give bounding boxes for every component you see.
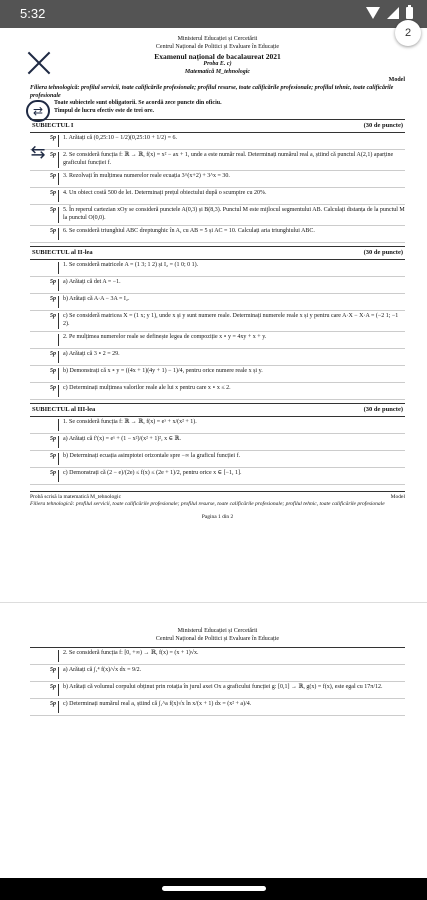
section-1-points: (30 de puncte) (363, 121, 403, 129)
problem-row (30, 648, 405, 665)
status-time: 5:32 (20, 6, 46, 21)
problem-text: c) Determinați numărul real a, știind că ∫₁^a f(x)√x ln x/(x + 1) dx = (x² + a)/4. (63, 700, 252, 707)
footer-model: Model (390, 494, 405, 501)
problem-points (30, 334, 59, 346)
problem-points: 5p (30, 279, 59, 291)
navigation-bar (0, 878, 427, 900)
problem-row (30, 332, 405, 349)
problem-text: 1. Se consideră matricele A = (1 3; 1 2) și I₂ = (1 0; 0 1). (63, 261, 199, 268)
problem-points: 5p (30, 436, 59, 448)
doc-header-center: Centrul Național de Politici și Evaluare în Educație (155, 635, 280, 642)
battery-icon (406, 7, 413, 19)
problem-text: c) Demonstrați că (2 − e)/(2e) ≤ f(x) ≤ (2e + 1)/2, pentru orice x ∈ [−1, 1]. (63, 470, 242, 477)
problem-text: c) Se consideră matricea X = (1 x; y 1), unde x și y sunt numere reale. Determinați numerele reale x și y pentru care A·X − X·A = (−2 1; −1 2). (63, 312, 399, 327)
problem-text: 5. În reperul cartezian xOy se consideră punctele A(0,3) și B(8,3). Punctul M este mijlocul segmentului AB. Calculați distanța de la punctul M la punctul O(0,0). (63, 206, 405, 221)
problem-text: b) Arătați că volumul corpului obținut prin rotația în jurul axei Ox a graficului funcției g: [0,1] → ℝ, g(x) = f(x), este egal cu 17π/12. (63, 683, 383, 690)
problem-text: 6. Se consideră triunghiul ABC dreptunghic în A, cu AB = 5 și AC = 10. Calculați aria triunghiului ABC. (63, 227, 315, 234)
problem-points: 5p (30, 368, 59, 380)
problem-row (30, 349, 405, 366)
problem-row (30, 682, 405, 699)
problem-text: 2. Se consideră funcția f: ℝ → ℝ, f(x) = x² − ax + 1, unde a este număr real. Determinați numărul real a, știind că punctul A(2,1) aparține graficului funcției f. (63, 152, 394, 167)
problem-text: 4. Un obiect costă 500 de lei. Determinați prețul obiectului după o scumpire cu 20%. (63, 189, 267, 196)
problem-text: c) Determinați mulțimea valorilor reale ale lui x pentru care x ∘ x ≤ 2. (63, 384, 231, 391)
wifi-icon (366, 7, 380, 19)
problem-points: 5p (30, 173, 59, 185)
problem-points: 5p (30, 453, 59, 465)
section-3-title: SUBIECTUL al III-lea (32, 405, 96, 413)
problem-row (30, 150, 405, 171)
page-separator (0, 602, 427, 603)
problem-points: 5p (30, 313, 59, 329)
problem-text: 3. Rezolvați în mulțimea numerelor reale ecuația 3^(x+2) + 3^x = 30. (63, 172, 230, 179)
problem-points (30, 419, 59, 431)
problem-row (30, 434, 405, 451)
section-1-title: SUBIECTUL I (32, 121, 74, 129)
exam-subject: Matematică M_tehnologic (184, 69, 251, 76)
section-2-points: (30 de puncte) (363, 248, 403, 256)
footer-filiera: Filiera tehnologică: profilul servicii, toate calificările profesionale; profilul resurse, toate calificările profesionale; profilul tehnic, toate calificările profesionale (30, 501, 385, 508)
footer-subject: Probă scrisă la matematică M_tehnologic (30, 494, 122, 501)
problem-row (30, 451, 405, 468)
problem-row (30, 311, 405, 332)
section-2-title: SUBIECTUL al II-lea (32, 248, 93, 256)
instruction-2: Timpul de lucru efectiv este de trei ore. (54, 108, 154, 115)
doc-header-ministry: Ministerul Educației și Cercetării (177, 36, 258, 42)
problem-text: b) Arătați că A·A − 3A = I₂. (63, 295, 130, 302)
signal-icon (387, 7, 399, 19)
section-1-header (30, 119, 405, 133)
problem-points: 5p (30, 385, 59, 397)
problem-points: 5p (30, 135, 59, 147)
section-2-header (30, 246, 405, 260)
problem-row (30, 383, 405, 400)
section-3-points: (30 de puncte) (363, 405, 403, 413)
problem-text: a) Arătați că f′(x) = eˣ + (1 − x²)/(x² + 1)², x ∈ ℝ. (63, 436, 182, 443)
problem-text: 1. Se consideră funcția f: ℝ → ℝ, f(x) = eˣ + x/(x² + 1). (63, 419, 197, 426)
problem-points (30, 650, 59, 662)
problem-row (30, 699, 405, 716)
document-page-2 (30, 628, 405, 716)
page-count-badge[interactable]: 2 (395, 20, 421, 46)
exam-title: Examenul național de bacalaureat 2021 (154, 51, 281, 61)
problem-text: a) Arătați că det A = −1. (63, 278, 121, 285)
problem-points: 5p (30, 190, 59, 202)
problem-row (30, 188, 405, 205)
doc-header-center: Centrul Național de Politici și Evaluare în Educație (155, 43, 280, 50)
filiera-text: Filiera tehnologică: profilul servicii, toate calificările profesionale; profilul resurse, toate calificările profesionale; profilul tehnic, toate calificările profesionale (30, 84, 394, 99)
close-button[interactable] (26, 50, 52, 76)
problem-points: 5p (30, 228, 59, 240)
problem-row (30, 260, 405, 277)
section-3-list (30, 417, 405, 485)
page-number: Pagina 1 din 2 (201, 514, 234, 521)
document-page-1 (30, 36, 405, 521)
problem-points: 5p (30, 152, 59, 168)
instruction-1: Toate subiectele sunt obligatorii. Se acordă zece puncte din oficiu. (54, 100, 222, 107)
problem-text: b) Demonstrați că x ∘ y = ((4x + 1)(4y + 1) − 1)/4, pentru orice numere reale x și y. (63, 367, 263, 374)
section-2-list (30, 260, 405, 400)
section-1-list (30, 133, 405, 242)
problem-row (30, 294, 405, 311)
problem-text: 2. Pe mulțimea numerelor reale se definește legea de compoziție x ∘ y = 4xy + x + y. (63, 333, 267, 340)
model-label: Model (388, 76, 405, 83)
problem-text: 2. Se consideră funcția f: [0, +∞) → ℝ, f(x) = (x + 1)√x. (63, 649, 199, 656)
page-footer (30, 491, 405, 508)
exam-proba: Proba E. c) (203, 61, 232, 68)
home-gesture-handle[interactable] (162, 886, 266, 891)
problem-points: 5p (30, 296, 59, 308)
problem-text: b) Determinați ecuația asimptotei orizontale spre −∞ la graficul funcției f. (63, 453, 241, 460)
problem-points (30, 262, 59, 274)
problem-points: 5p (30, 667, 59, 679)
swap-icon[interactable]: ⇄ (26, 100, 50, 122)
problem-row (30, 366, 405, 383)
switch-arrows-icon[interactable]: ⇆ (30, 142, 46, 163)
problem-text: 1. Arătați că (0,25:10 − 1/2)(0,25:10 + 1/2) = 6. (63, 135, 177, 142)
problem-points: 5p (30, 470, 59, 482)
problem-row (30, 226, 405, 243)
problem-row (30, 468, 405, 485)
problem-points: 5p (30, 351, 59, 363)
problem-points: 5p (30, 207, 59, 223)
status-bar (0, 0, 427, 28)
status-icons (366, 7, 413, 19)
page-2-problem-list (30, 647, 405, 716)
problem-row (30, 133, 405, 150)
problem-row (30, 171, 405, 188)
problem-row (30, 205, 405, 226)
problem-points: 5p (30, 684, 59, 696)
problem-row (30, 417, 405, 434)
doc-header-ministry: Ministerul Educației și Cercetării (177, 628, 258, 634)
problem-points: 5p (30, 701, 59, 713)
problem-row (30, 665, 405, 682)
problem-row (30, 277, 405, 294)
problem-text: a) Arătați că 3 ∘ 2 = 29. (63, 350, 120, 357)
problem-text: a) Arătați că ∫₁⁴ f(x)/√x dx = 9/2. (63, 666, 142, 673)
section-3-header (30, 403, 405, 417)
